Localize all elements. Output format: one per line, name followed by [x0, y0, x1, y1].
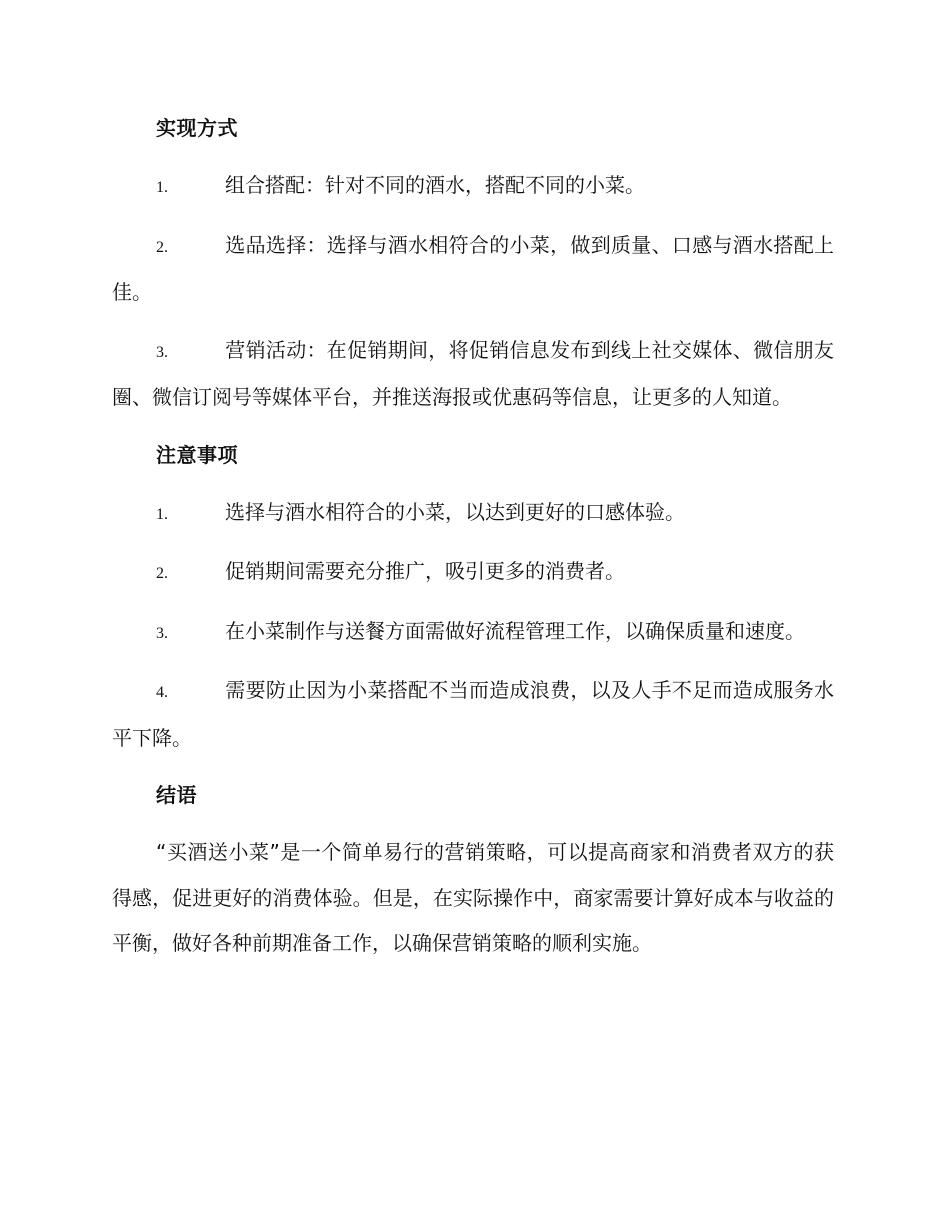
list-item — [112, 549, 834, 597]
section-title-implementation: 实现方式 — [156, 116, 238, 140]
list-item-text: 需要防止因为小菜搭配不当而造成浪费，以及人手不足而造成服务水平下降。 — [112, 678, 834, 750]
conclusion-paragraph: “买酒送小菜”是一个简单易行的营销策略，可以提高商家和消费者双方的获得感，促进更好的消费体验。但是，在实际操作中，商家需要计算好成本与收益的平衡，做好各种前期准备工作，以确保营销策略的顺利实施。 — [112, 840, 834, 955]
list-item-number: 2. — [156, 238, 168, 256]
list-item-text: 在小菜制作与送餐方面需做好流程管理工作，以确保质量和速度。 — [225, 618, 805, 643]
list-item-text: 组合搭配：针对不同的酒水，搭配不同的小菜。 — [225, 173, 645, 197]
list-item-text: 促销期间需要充分推广，吸引更多的消费者。 — [225, 559, 625, 583]
list-item — [112, 223, 834, 316]
list-item-number: 2. — [156, 565, 168, 582]
list-item-text: 营销活动：在促销期间，将促销信息发布到线上社交媒体、微信朋友圈、微信订阅号等媒体平台，并推送海报或优惠码等信息，让更多的人知道。 — [112, 337, 834, 409]
list-item-number: 4. — [156, 684, 168, 701]
section-title-notes: 注意事项 — [156, 442, 238, 467]
list-item — [112, 490, 834, 538]
list-item-number: 3. — [156, 343, 168, 361]
list-item-text: 选品选择：选择与酒水相符合的小菜，做到质量、口感与酒水搭配上佳。 — [112, 232, 834, 304]
list-item — [112, 609, 834, 657]
list-item-text: 选择与酒水相符合的小菜，以达到更好的口感体验。 — [225, 499, 685, 524]
list-item-number: 1. — [156, 179, 168, 196]
section-title-conclusion: 结语 — [156, 783, 197, 807]
list-item-number: 3. — [156, 624, 168, 642]
list-item — [112, 163, 834, 211]
list-item — [112, 668, 834, 761]
document-page — [112, 106, 834, 967]
list-item — [112, 328, 834, 421]
list-item-number: 1. — [156, 505, 168, 523]
